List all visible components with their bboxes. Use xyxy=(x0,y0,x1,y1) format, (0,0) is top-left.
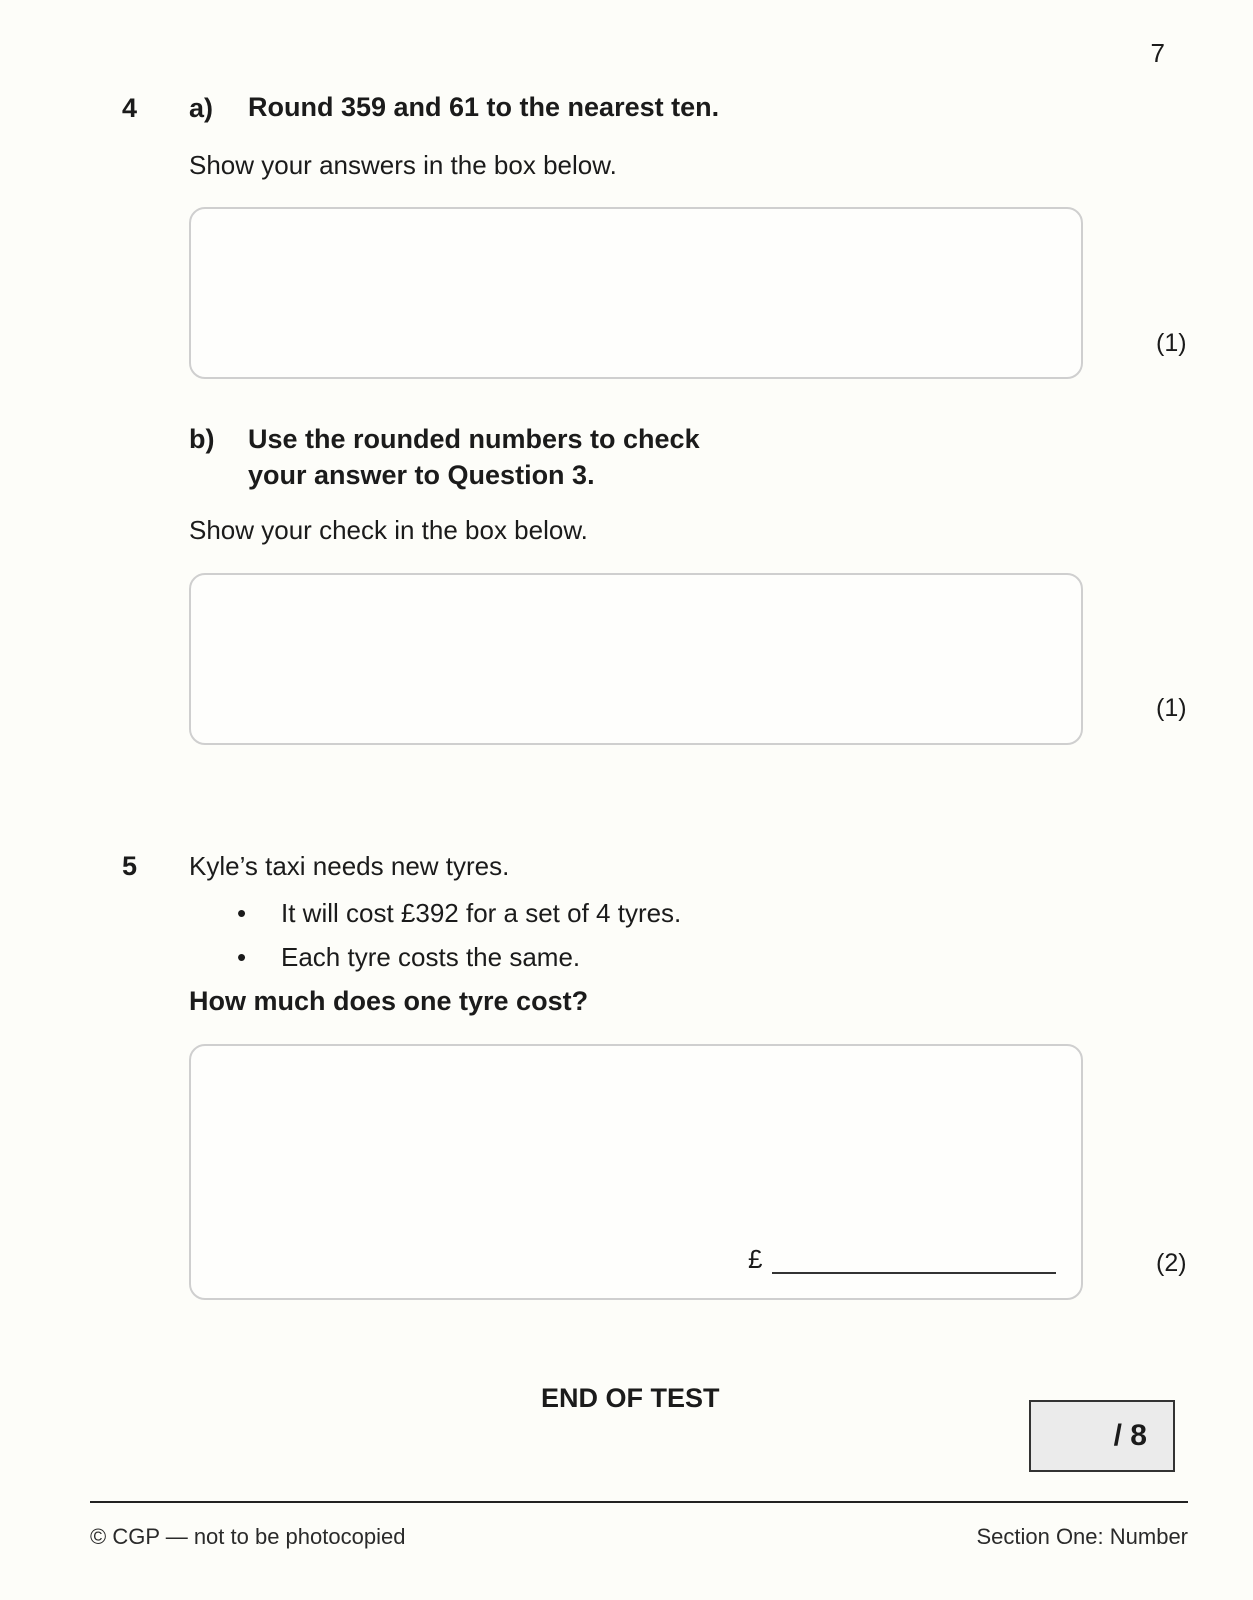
question-5-answer-line[interactable] xyxy=(772,1272,1056,1274)
question-4b-text xyxy=(248,421,700,493)
question-4b-answer-box[interactable] xyxy=(189,573,1083,745)
question-4a-instruction: Show your answers in the box below. xyxy=(189,150,617,180)
currency-symbol: £ xyxy=(748,1244,763,1274)
question-5-answer-box[interactable] xyxy=(189,1044,1083,1300)
bullet-icon: • xyxy=(237,942,247,972)
question-5-marks: (2) xyxy=(1156,1249,1187,1277)
question-4a-answer-box[interactable] xyxy=(189,207,1083,379)
question-4a-label: a) xyxy=(189,93,214,123)
question-5-number: 5 xyxy=(122,851,138,881)
page-number: 7 xyxy=(1150,38,1165,68)
question-5-bullet-1 xyxy=(237,898,681,942)
question-5-bullets xyxy=(237,898,681,986)
footer-copyright: © CGP — not to be photocopied xyxy=(90,1524,406,1549)
question-5-bullet-2 xyxy=(237,942,681,986)
question-4b-text-line2: your answer to Question 3. xyxy=(248,460,595,490)
score-box[interactable] xyxy=(1029,1400,1175,1472)
footer-divider xyxy=(90,1501,1188,1503)
footer-section-title: Section One: Number xyxy=(976,1524,1188,1549)
bullet-text: It will cost £392 for a set of 4 tyres. xyxy=(281,898,682,928)
bullet-text: Each tyre costs the same. xyxy=(281,942,581,972)
question-4a-text: Round 359 and 61 to the nearest ten. xyxy=(248,92,720,122)
question-4-number: 4 xyxy=(122,93,138,123)
question-4b-text-line1: Use the rounded numbers to check xyxy=(248,424,700,454)
question-5-text: How much does one tyre cost? xyxy=(189,986,589,1016)
question-4b-label: b) xyxy=(189,424,215,454)
bullet-icon: • xyxy=(237,898,247,928)
question-4b-marks: (1) xyxy=(1156,694,1187,722)
question-5-intro: Kyle’s taxi needs new tyres. xyxy=(189,851,510,881)
question-4a-marks: (1) xyxy=(1156,329,1187,357)
score-total: / 8 xyxy=(1113,1419,1147,1452)
question-4b-instruction: Show your check in the box below. xyxy=(189,515,588,545)
end-of-test-heading: END OF TEST xyxy=(541,1383,720,1413)
